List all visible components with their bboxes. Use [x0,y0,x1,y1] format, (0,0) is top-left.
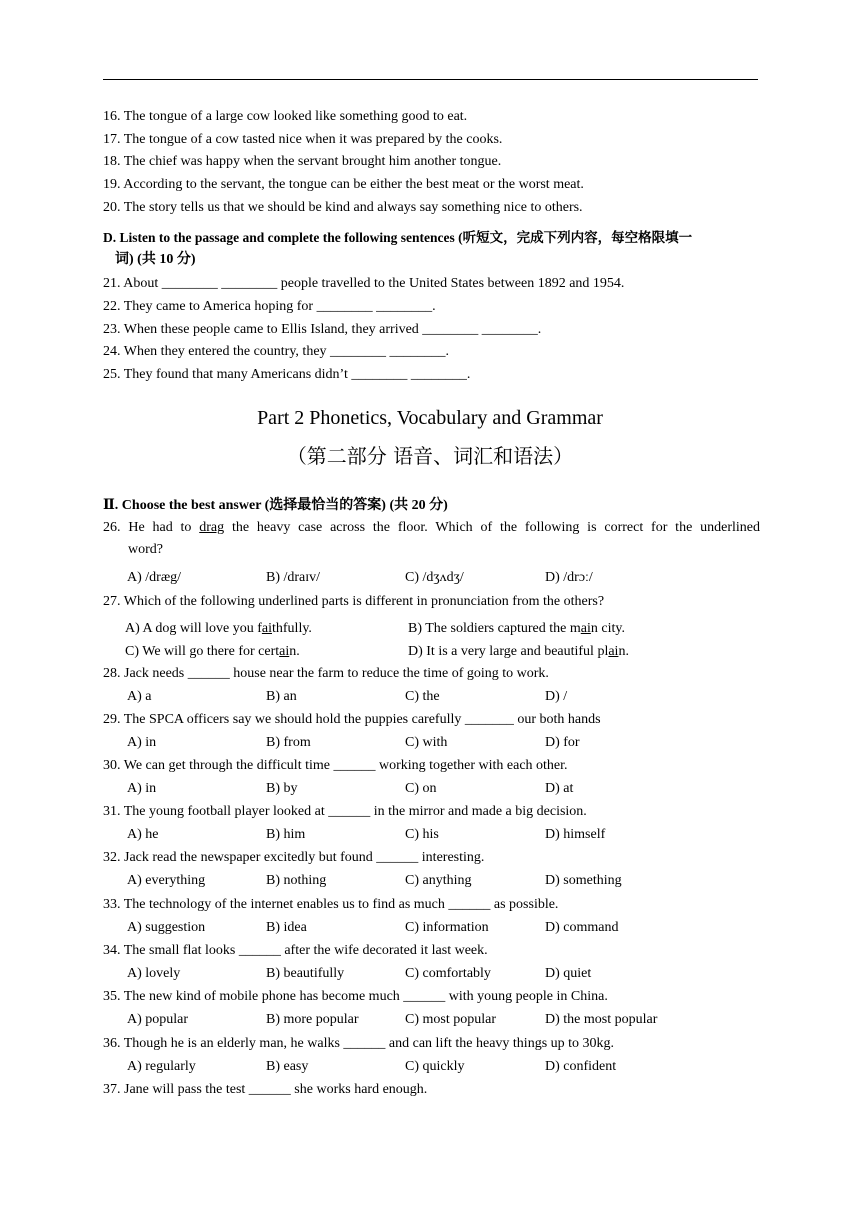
option-b: B) nothing [266,873,327,888]
option-b: B) The soldiers captured the main city. [408,621,625,636]
option-b: B) from [266,735,311,750]
question-27: 27. Which of the following underlined parts is different in pronunciation from the others? [103,594,605,609]
option-c: C) We will go there for certain. [125,644,300,659]
option-b: B) idea [266,920,307,935]
option-c: C) most popular [405,1012,496,1027]
option-d: D) confident [545,1059,617,1074]
header-rule [103,79,758,80]
question-32: 32. Jack read the newspaper excitedly but found ______ interesting. [103,850,485,865]
option-b: B) by [266,781,298,796]
option-d: D) at [545,781,574,796]
statement-16: 16. The tongue of a large cow looked like something good to eat. [103,109,468,124]
option-a: A) in [127,781,157,796]
blank-question-21: 21. About ________ ________ people travelled to the United States between 1892 and 1954. [103,276,625,291]
option-b: B) more popular [266,1012,359,1027]
option-c: C) /dʒʌdʒ/ [405,570,464,585]
question-35: 35. The new kind of mobile phone has become much ______ with young people in China. [103,989,608,1004]
question-28: 28. Jack needs ______ house near the farm to reduce the time of going to work. [103,666,549,681]
option-b: B) beautifully [266,966,345,981]
option-d: D) quiet [545,966,592,981]
part2-subtitle: （第二部分 语音、词汇和语法） [286,444,574,468]
option-b: B) an [266,689,297,704]
question-34: 34. The small flat looks ______ after the wife decorated it last week. [103,943,488,958]
question-37: 37. Jane will pass the test ______ she works hard enough. [103,1082,428,1097]
option-a: A) regularly [127,1059,196,1074]
option-c: C) on [405,781,437,796]
option-d: D) for [545,735,580,750]
statement-18: 18. The chief was happy when the servant brought him another tongue. [103,154,502,169]
option-c: C) with [405,735,448,750]
section-d-heading-cont: 词) (共 10 分) [115,252,196,267]
option-c: C) comfortably [405,966,491,981]
question-26: 26. He had to drag the heavy case across the floor. Which of the following is correct for the underlined word? [103,517,760,561]
option-c: C) anything [405,873,472,888]
option-d: D) / [545,689,568,704]
option-a: A) he [127,827,159,842]
section-d-heading: D. Listen to the passage and complete the following sentences (听短文，完成下列内容，每空格限填一 [103,230,693,245]
option-d: D) command [545,920,619,935]
option-c: C) information [405,920,489,935]
option-c: C) his [405,827,439,842]
blank-question-22: 22. They came to America hoping for ________ ________. [103,299,436,314]
question-30: 30. We can get through the difficult time ______ working together with each other. [103,758,568,773]
question-33: 33. The technology of the internet enables us to find as much ______ as possible. [103,897,559,912]
question-29: 29. The SPCA officers say we should hold the puppies carefully _______ our both hands [103,712,601,727]
part2-title: Part 2 Phonetics, Vocabulary and Grammar [257,407,603,429]
question-26-cont: word? [128,542,163,557]
option-b: B) /draɪv/ [266,570,321,585]
option-d: D) /drɔː/ [545,570,593,585]
underlined-word: drag [199,520,225,535]
section-2-heading: Ⅱ. Choose the best answer (选择最恰当的答案) (共 20 分) [103,498,448,513]
option-d: D) the most popular [545,1012,658,1027]
option-a: A) /dræg/ [127,570,182,585]
option-a: A) in [127,735,157,750]
option-a: A) lovely [127,966,181,981]
question-36: 36. Though he is an elderly man, he walks ______ and can lift the heavy things up to 30kg. [103,1036,615,1051]
option-a: A) popular [127,1012,189,1027]
statement-17: 17. The tongue of a cow tasted nice when it was prepared by the cooks. [103,132,503,147]
option-d: D) something [545,873,622,888]
option-b: B) easy [266,1059,309,1074]
blank-question-23: 23. When these people came to Ellis Island, they arrived ________ ________. [103,322,542,337]
blank-question-25: 25. They found that many Americans didn’t ________ ________. [103,367,471,382]
option-a: A) everything [127,873,206,888]
statement-19: 19. According to the servant, the tongue can be either the best meat or the worst meat. [103,177,584,192]
option-c: C) quickly [405,1059,465,1074]
blank-question-24: 24. When they entered the country, they ________ ________. [103,344,450,359]
option-d: D) It is a very large and beautiful plain. [408,644,629,659]
option-a: A) a [127,689,152,704]
question-31: 31. The young football player looked at ______ in the mirror and made a big decision. [103,804,587,819]
option-a: A) suggestion [127,920,206,935]
statement-20: 20. The story tells us that we should be kind and always say something nice to others. [103,200,583,215]
option-b: B) him [266,827,306,842]
option-d: D) himself [545,827,606,842]
option-a: A) A dog will love you faithfully. [125,621,312,636]
option-c: C) the [405,689,440,704]
